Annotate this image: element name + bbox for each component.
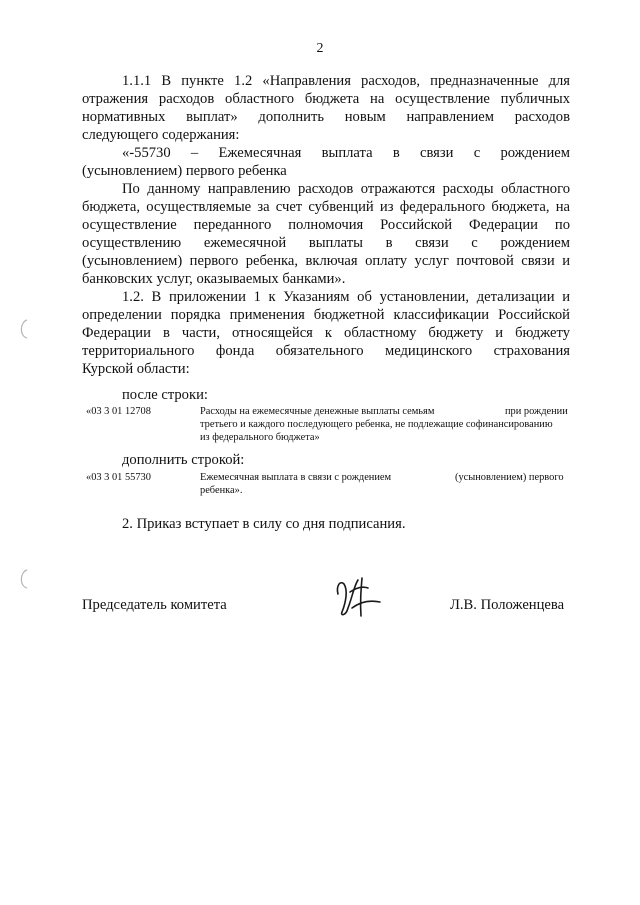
para1-line-2: отражения расходов областного бюджета на осуществление публичных — [82, 91, 570, 107]
para1-line-3: нормативных выплат» дополнить новым направлением расходов — [82, 109, 570, 125]
row1-line-3: из федерального бюджета» — [200, 432, 320, 443]
para3-line-3: Федерации в части, относящейся к областному бюджету и бюджету — [82, 325, 570, 341]
row1-line-1b: при рождении — [505, 406, 568, 417]
row2-line-1b: (усыновлением) первого — [455, 472, 564, 483]
row1-line-2: третьего и каждого последующего ребенка, не подлежащие софинансированию — [200, 419, 553, 430]
punch-hole-mark-bottom — [16, 568, 30, 590]
row1-line-1a: Расходы на ежемесячные денежные выплаты семьям — [200, 406, 435, 417]
para3-line-4: территориального фонда обязательного медицинского страхования — [82, 343, 570, 359]
signature-position: Председатель комитета — [82, 597, 227, 613]
para2-line-3: осуществление переданного полномочия Российской Федерации по — [82, 217, 570, 233]
code-line: «-55730 – Ежемесячная выплата в связи с рождением — [122, 145, 570, 161]
para2-line-5: (усыновлением) первого ребенка, включая оплату услуг почтовой связи и — [82, 253, 570, 269]
row2-line-1a: Ежемесячная выплата в связи с рождением — [200, 472, 392, 483]
signature-name: Л.В. Положенцева — [450, 597, 565, 613]
row1-code: «03 3 01 12708 — [86, 406, 151, 417]
code-line-2: (усыновлением) первого ребенка — [82, 163, 287, 179]
after-row-label: после строки: — [122, 387, 208, 403]
signature-scribble — [328, 572, 384, 622]
para3-line-1: 1.2. В приложении 1 к Указаниям об установлении, детализации и — [122, 289, 570, 305]
add-row-label: дополнить строкой: — [122, 452, 245, 468]
row2-line-2: ребенка». — [200, 485, 243, 496]
para2-line-2: бюджета, осуществляемые за счет субвенций из федерального бюджета, на — [82, 199, 570, 215]
para1-line-1: 1.1.1 В пункте 1.2 «Направления расходов, предназначенные для — [122, 73, 570, 89]
order-item-2: 2. Приказ вступает в силу со дня подписания. — [122, 516, 406, 532]
para2-line-6: банковских услуг, оказываемых банками». — [82, 271, 346, 287]
para1-line-4: следующего содержания: — [82, 127, 240, 143]
para3-line-5: Курской области: — [82, 361, 190, 377]
page-number: 2 — [316, 41, 324, 56]
para2-line-4: осуществлению ежемесячной выплаты в связи с рождением — [82, 235, 570, 251]
punch-hole-mark-top — [16, 318, 30, 340]
para3-line-2: определении порядка применения бюджетной классификации Российской — [82, 307, 570, 323]
row2-code: «03 3 01 55730 — [86, 472, 151, 483]
para2-line-1: По данному направлению расходов отражаются расходы областного — [122, 181, 570, 197]
